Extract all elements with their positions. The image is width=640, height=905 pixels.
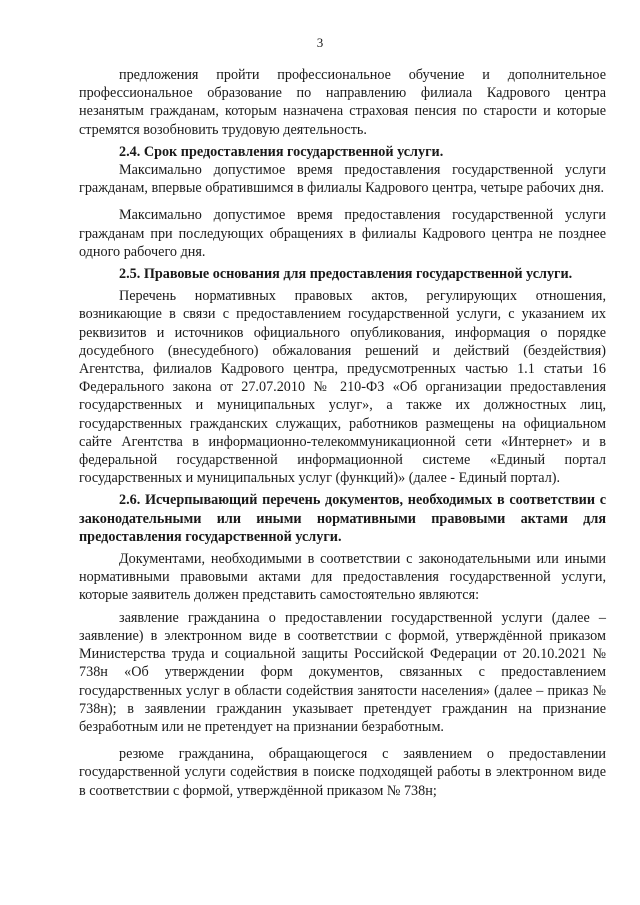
paragraph-application: заявление гражданина о предоставлении государственной услуги (далее – заявление) в электронном виде в соответствии с формой, утверждённой приказом Министерства труда и социальной защиты Российской Федерации от 20.10.2021 № 738н «Об утверждении форм документов, связанных с предоставлением государственных услуг в области содействия занятости населения» (далее – приказ № 738н); в заявлении гражданин указывает претендует гражданин на признание безработным или не претендует на признании безработным.	[79, 609, 606, 735]
page-number: 3	[316, 35, 324, 50]
section-heading-2-6: 2.6. Исчерпывающий перечень документов, необходимых в соответствии с законодательными или иными нормативными правовыми актами для предоставления государственной услуги.	[79, 492, 606, 545]
document-body	[79, 66, 606, 800]
paragraph-legal-acts: Перечень нормативных правовых актов, регулирующих отношения, возникающие в связи с предоставлением государственной услуги, с указанием их реквизитов и источников официального опубликования, информация о порядке досудебного (внесудебного) обжалования решений и действий (бездействия) Агентства, филиалов Кадрового центра, предусмотренных частью 1.1 статьи 16 Федерального закона от 27.07.2010 № 210-ФЗ «Об организации предоставления государственных и муниципальных услуг», а также их должностных лиц, государственных гражданских служащих, работников размещены на официальном сайте Агентства в информационно-телекоммуникационной сети «Интернет» и в федеральной государственной информационной системе «Единый портал государственных и муниципальных услуг (функций)» (далее - Единый портал).	[79, 288, 606, 487]
section-heading-2-5: 2.5. Правовые основания для предоставления государственной услуги.	[119, 266, 573, 283]
paragraph-continuation: предложения пройти профессиональное обучение и дополнительное профессиональное образование по направлению филиала Кадрового центра незанятым гражданам, которым назначена страховая пенсия по старости и которые стремятся возобновить трудовую деятельность.	[79, 67, 606, 138]
paragraph-first-request: Максимально допустимое время предоставления государственной услуги гражданам, впервые обратившимся в филиалы Кадрового центра, четыре рабочих дня.	[79, 162, 606, 197]
paragraph-subsequent-request: Максимально допустимое время предоставления государственной услуги гражданам при последующих обращениях в филиалы Кадрового центра не позднее одного рабочего дня.	[79, 207, 606, 260]
section-heading-2-4: 2.4. Срок предоставления государственной услуги.	[119, 143, 444, 160]
paragraph-resume: резюме гражданина, обращающегося с заявлением о предоставлении государственной услуги содействия в поиске подходящей работы в электронном виде в соответствии с формой, утверждённой приказом № 738н;	[79, 746, 606, 799]
paragraph-required-documents: Документами, необходимыми в соответствии с законодательными или иными нормативными правовыми актами для предоставления государственной услуги, которые заявитель должен представить самостоятельно являются:	[79, 551, 606, 604]
